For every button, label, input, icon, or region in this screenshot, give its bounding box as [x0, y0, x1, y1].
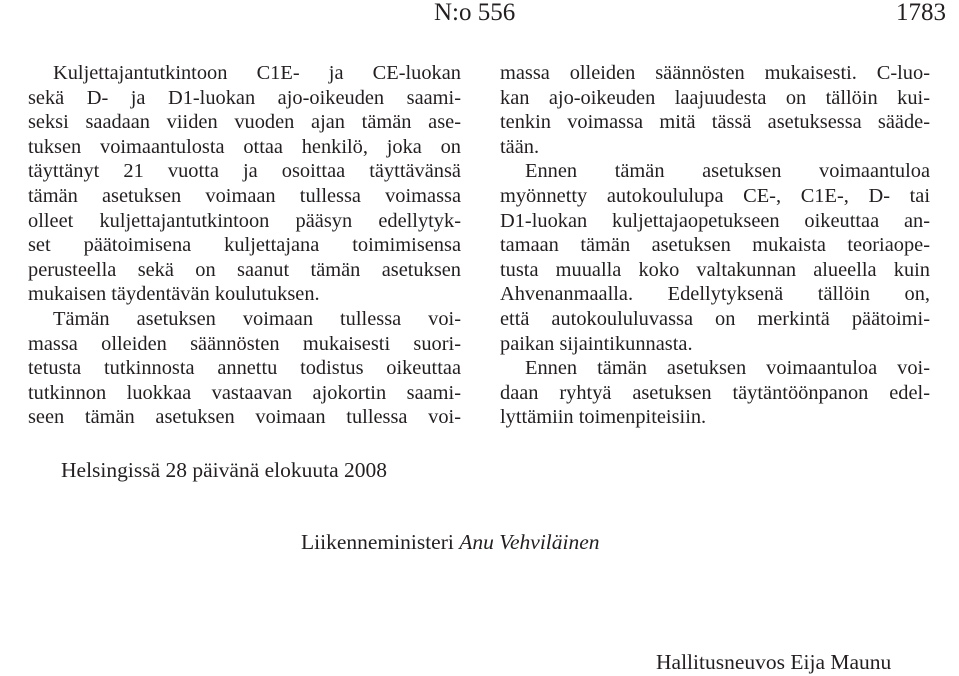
text-line: Ahvenanmaalla. Edellytyksenä tällöin on, — [500, 283, 930, 306]
text-line: Ennen tämän asetuksen voimaantuloa voi- — [525, 357, 930, 380]
text-line: paikan sijaintikunnasta. — [500, 332, 693, 355]
text-line: kan ajo-oikeuden laajuudesta on tällöin kui- — [500, 86, 930, 109]
text-line: set päätoimisena kuljettajana toimimisensa — [28, 234, 461, 257]
text-line: Ennen tämän asetuksen voimaantuloa — [525, 160, 930, 183]
text-line: tuksen voimaantulosta ottaa henkilö, joka on — [28, 135, 461, 158]
text-line: tutkinnon luokkaa vastaavan ajokortin saami- — [28, 381, 461, 404]
right-text-column — [500, 61, 930, 430]
text-line: olleet kuljettajantutkintoon pääsyn edellytyk- — [28, 209, 461, 232]
text-line: tamaan tämän asetuksen mukaista teoriaope- — [500, 234, 930, 257]
text-line: tään. — [500, 135, 540, 158]
signing-date: Helsingissä 28 päivänä elokuuta 2008 — [61, 458, 388, 482]
text-line: että autokoululuvassa on merkintä päätoimi- — [500, 307, 930, 330]
text-line: tenkin voimassa mitä tässä asetuksessa sääde- — [500, 111, 930, 134]
text-line: seksi saadaan viiden vuoden ajan tämän ase- — [28, 111, 461, 134]
text-line: myönnetty autokoululupa CE-, C1E-, D- tai — [500, 184, 930, 207]
left-text-column — [28, 61, 461, 430]
page-number: 1783 — [896, 0, 946, 26]
text-line: Kuljettajantutkintoon C1E- ja CE-luokan — [53, 62, 461, 84]
text-line: perusteella sekä on saanut tämän asetuksen — [28, 258, 461, 281]
text-line: massa olleiden säännösten mukaisesti. C-luo- — [500, 62, 930, 84]
text-line: lyttämiin toimenpiteisiin. — [500, 406, 707, 429]
text-line: tusta muualla koko valtakunnan alueella kuin — [500, 258, 930, 281]
text-line: daan ryhtyä asetuksen täytäntöönpanon edel- — [500, 381, 930, 404]
text-line: sekä D- ja D1-luokan ajo-oikeuden saami- — [28, 86, 461, 109]
text-line: tämän asetuksen voimaan tullessa voimassa — [28, 184, 461, 207]
text-line: mukaisen täydentävän koulutuksen. — [28, 283, 320, 306]
text-line: massa olleiden säännösten mukaisesti suori- — [28, 332, 461, 355]
minister-title: Liikenneministeri — [301, 530, 454, 554]
text-line: Tämän asetuksen voimaan tullessa voi- — [53, 307, 461, 330]
text-line: seen tämän asetuksen voimaan tullessa voi- — [28, 406, 461, 429]
counsellor-signature: Hallitusneuvos Eija Maunu — [656, 650, 892, 674]
text-line: D1-luokan kuljettajaopetukseen oikeuttaa an- — [500, 209, 930, 232]
minister-signature — [301, 530, 600, 555]
issue-number: N:o 556 — [434, 0, 516, 26]
minister-name: Anu Vehviläinen — [459, 530, 600, 554]
text-line: tetusta tutkinnosta annettu todistus oikeuttaa — [28, 357, 461, 380]
text-line: täyttänyt 21 vuotta ja osoittaa täyttävänsä — [28, 160, 461, 183]
